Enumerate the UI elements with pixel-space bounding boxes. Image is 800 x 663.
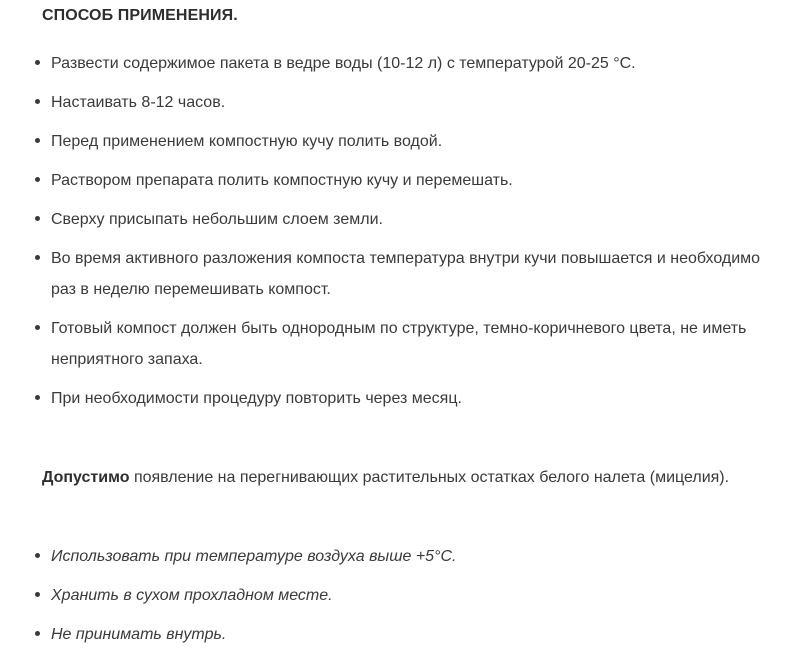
list-item bbox=[0, 580, 800, 611]
list-item-text: Перед применением компостную кучу полить водой. bbox=[51, 133, 443, 150]
list-item-text: При необходимости процедуру повторить через месяц. bbox=[51, 390, 462, 407]
list-item-text: Готовый компост должен быть однородным по структуре, темно-коричневого цвета, не иметь неприятного запаха. bbox=[51, 320, 747, 368]
list-item bbox=[0, 48, 800, 79]
list-item-text: Использовать при температуре воздуха выше +5°С. bbox=[51, 548, 457, 565]
section-heading: СПОСОБ ПРИМЕНЕНИЯ. bbox=[42, 7, 238, 24]
bullet-icon bbox=[35, 255, 40, 260]
list-item bbox=[0, 383, 800, 414]
storage-notes-list bbox=[0, 541, 800, 658]
list-item-text: Не принимать внутрь. bbox=[51, 626, 227, 643]
application-steps-list bbox=[0, 48, 800, 422]
bullet-icon bbox=[35, 60, 40, 65]
list-item-text: Сверху присыпать небольшим слоем земли. bbox=[51, 211, 383, 228]
permitted-text: появление на перегнивающих растительных остатках белого налета (мицелия). bbox=[129, 469, 730, 486]
bullet-icon bbox=[35, 99, 40, 104]
list-item-text: Развести содержимое пакета в ведре воды (10-12 л) с температурой 20-25 °С. bbox=[51, 55, 636, 72]
bullet-icon bbox=[35, 138, 40, 143]
list-item bbox=[0, 87, 800, 118]
list-item bbox=[0, 541, 800, 572]
list-item-text: Хранить в сухом прохладном месте. bbox=[51, 587, 333, 604]
list-item bbox=[0, 313, 800, 375]
bullet-icon bbox=[35, 325, 40, 330]
permitted-label: Допустимо bbox=[42, 469, 130, 486]
bullet-icon bbox=[35, 592, 40, 597]
list-item bbox=[0, 619, 800, 650]
list-item bbox=[0, 126, 800, 157]
list-item bbox=[0, 204, 800, 235]
bullet-icon bbox=[35, 216, 40, 221]
list-item-text: Настаивать 8-12 часов. bbox=[51, 94, 226, 111]
bullet-icon bbox=[35, 177, 40, 182]
bullet-icon bbox=[35, 553, 40, 558]
bullet-icon bbox=[35, 395, 40, 400]
list-item-text: Во время активного разложения компоста температура внутри кучи повышается и необходимо раз в неделю перемешивать компост. bbox=[51, 250, 761, 298]
list-item bbox=[0, 165, 800, 196]
bullet-icon bbox=[35, 631, 40, 636]
permitted-note bbox=[42, 466, 729, 490]
list-item bbox=[0, 243, 800, 305]
list-item-text: Раствором препарата полить компостную кучу и перемешать. bbox=[51, 172, 513, 189]
